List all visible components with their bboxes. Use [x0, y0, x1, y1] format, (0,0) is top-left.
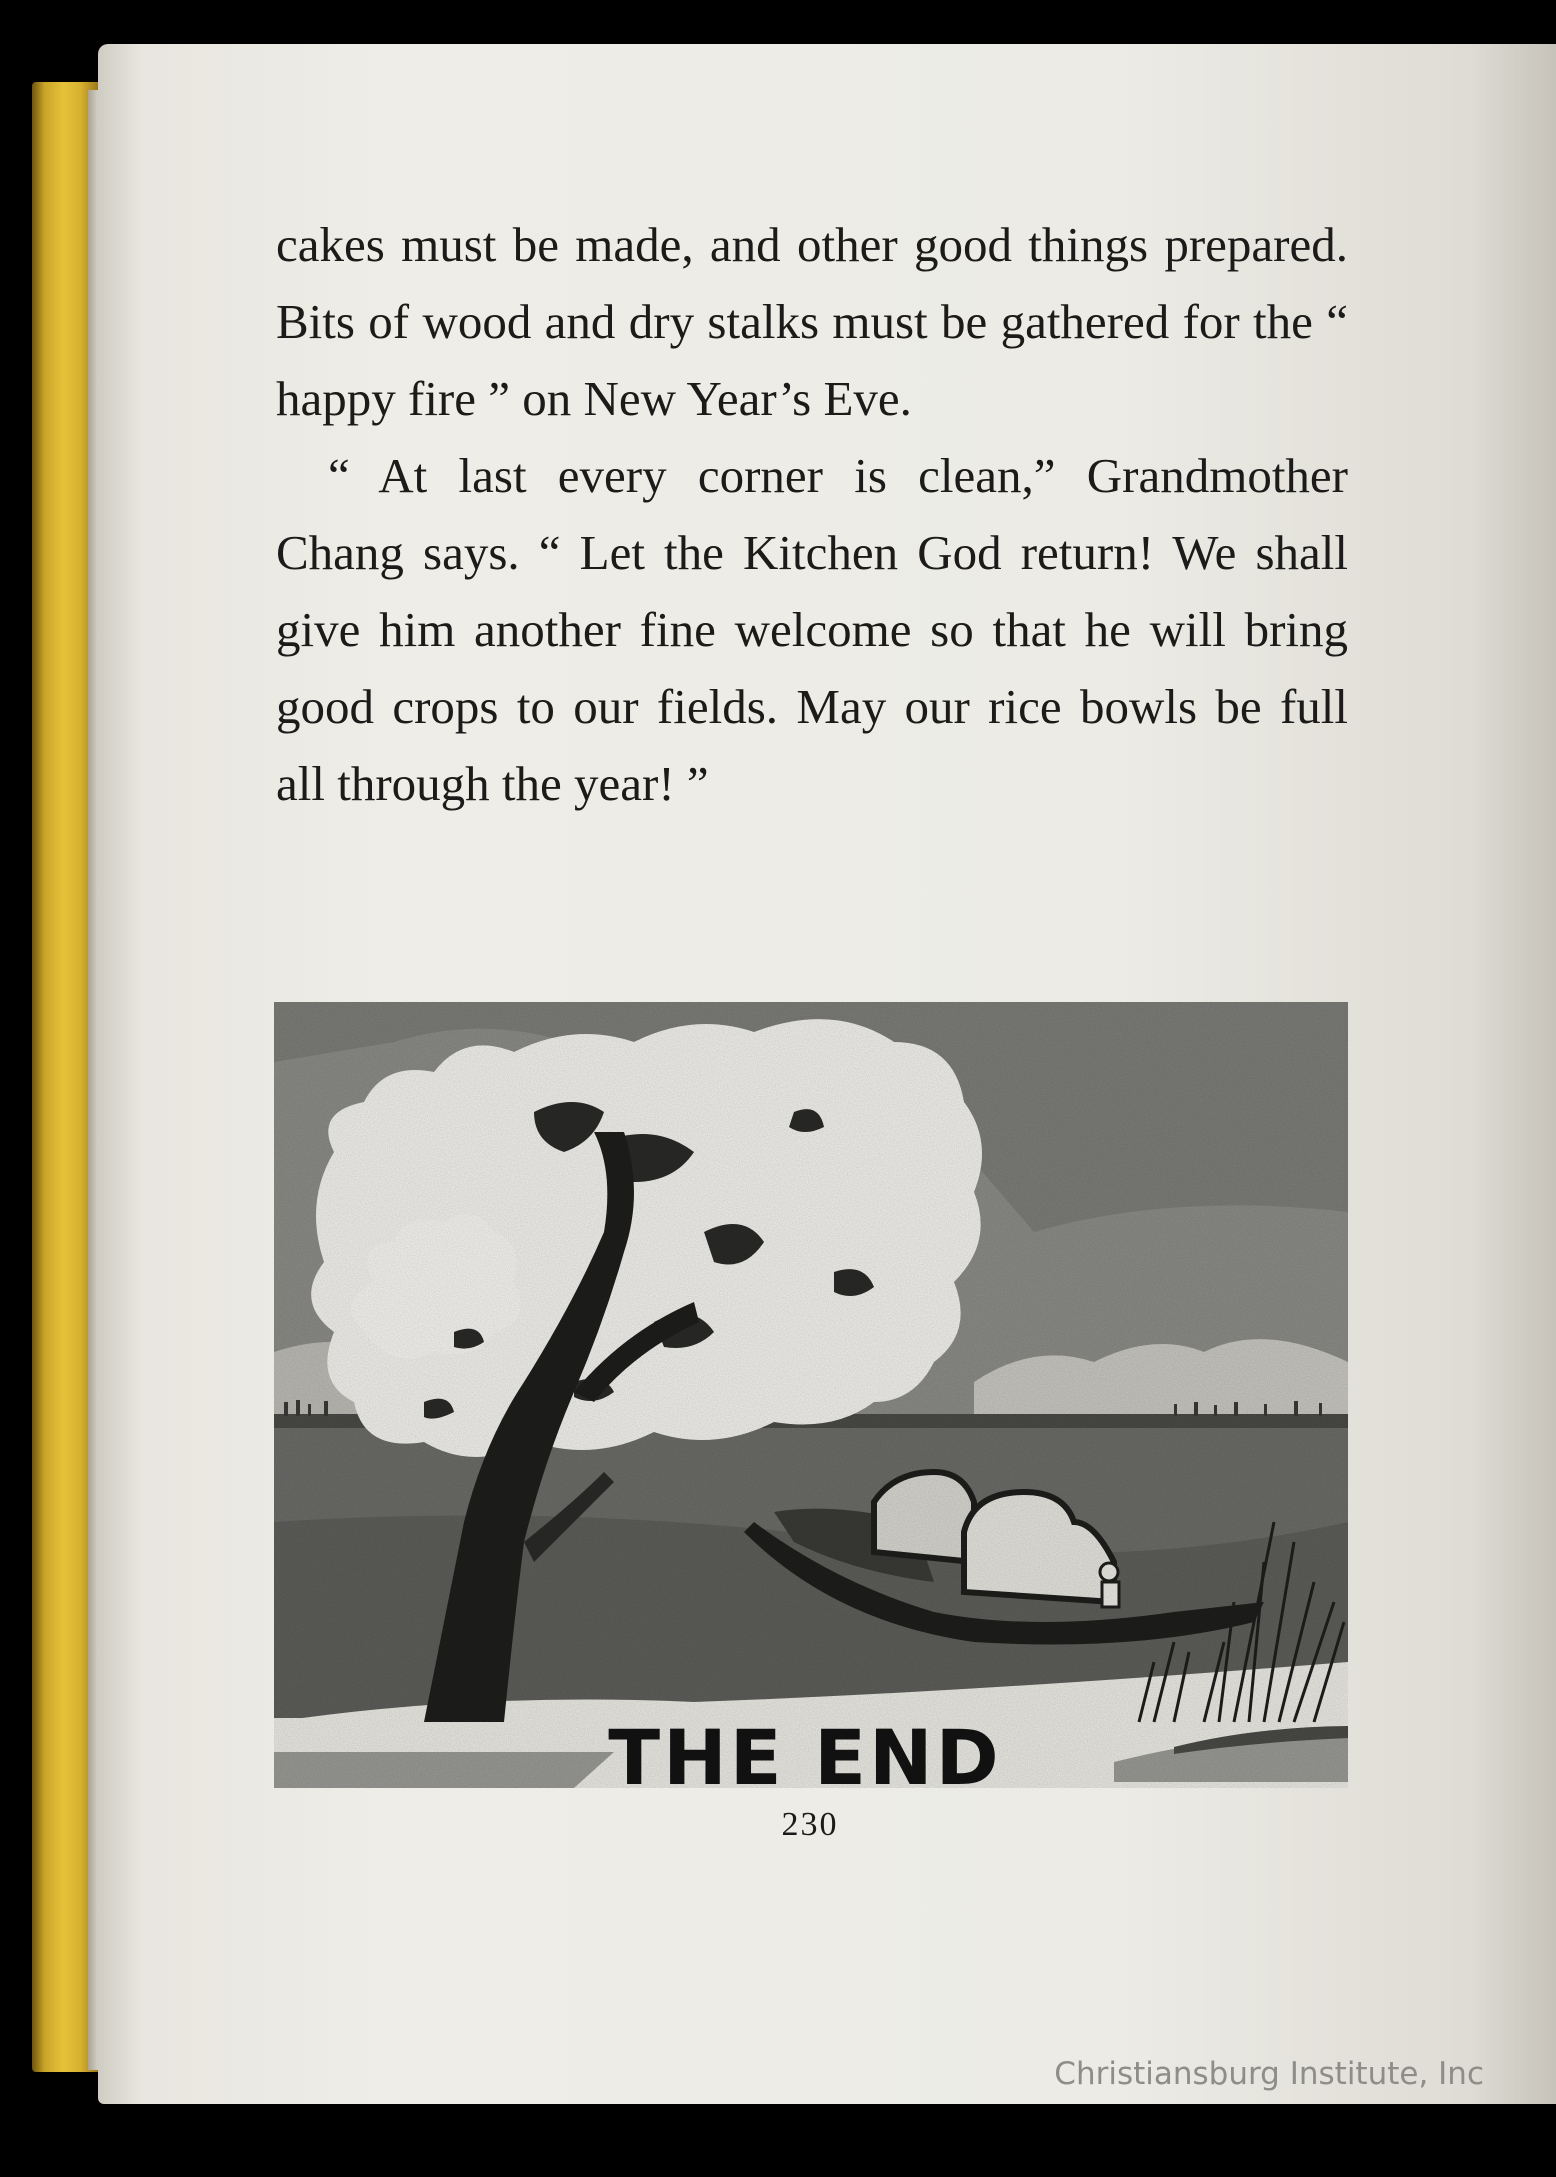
paragraph: cakes must be made, and other good things prepared. Bits of wood and dry stalks must be gathered for the “ happy fire ” on New Year’s Eve. [276, 217, 1348, 426]
page-number: 230 [781, 1806, 839, 1843]
body-text [276, 206, 1348, 822]
paragraph: “ At last every corner is clean,” Grandmother Chang says. “ Let the Kitchen God return! We shall give him another fine welcome so that he will bring good crops to our fields. May our rice bowls be full all through the year! ” [276, 448, 1348, 811]
river-boat-illustration [274, 1002, 1348, 1788]
watermark-text: Christiansburg Institute, Inc [1054, 2056, 1484, 2092]
the-end-caption: THE END [608, 1713, 1002, 1802]
